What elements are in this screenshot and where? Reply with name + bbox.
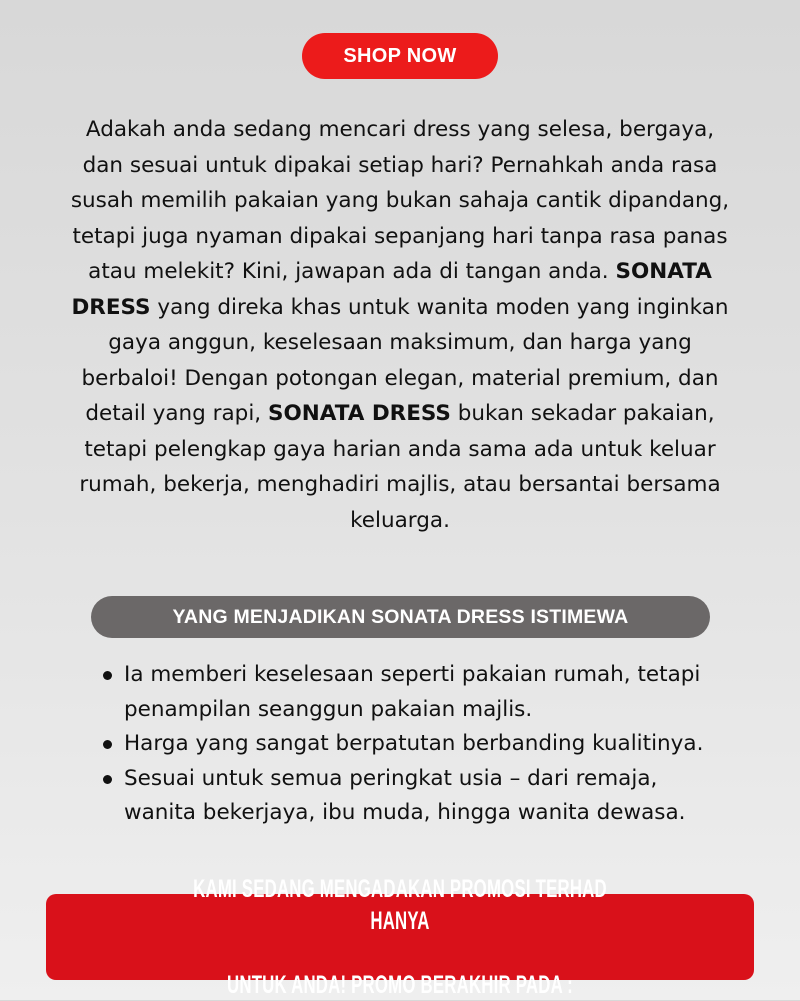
section-heading-text: YANG MENJADIKAN SONATA DRESS ISTIMEWA [172,605,629,628]
bullet-icon [103,671,112,680]
intro-paragraph [70,112,730,538]
intro-text-1: Adakah anda sedang mencari dress yang selesa, bergaya, dan sesuai untuk dipakai setiap hari? Pernahkah anda rasa susah memilih pakaian yang bukan sahaja cantik dipandang, tetapi juga nyaman dipakai sepanjang hari tanpa rasa panas atau melekit? Kini, jawapan ada di tangan anda. [70,117,730,284]
bullet-icon [103,740,112,749]
promo-line-1: KAMI SEDANG MENGADAKAN PROMOSI TERHAD HANYA [193,875,607,935]
brand-name-1: SONATA DRESS [71,259,712,320]
promo-text [143,873,658,1001]
features-list [100,658,730,831]
intro-text-3: bukan sekadar pakaian, tetapi pelengkap gaya harian anda sama ada untuk keluar rumah, bekerja, menghadiri majlis, atau bersantai bersama keluarga. [79,401,721,533]
feature-text: Sesuai untuk semua peringkat usia – dari remaja, wanita bekerjaya, ibu muda, hingga wanita dewasa. [124,765,686,825]
feature-item [100,658,730,727]
feature-item [100,762,730,831]
intro-text-2: yang direka khas untuk wanita moden yang inginkan gaya anggun, keselesaan maksimum, dan harga yang berbaloi! Dengan potongan elegan, material premium, dan detail yang rapi, [81,294,729,426]
promo-banner [46,875,754,999]
brand-name-2: SONATA DRESS [267,401,451,426]
section-heading-pill [91,596,710,638]
feature-text: Ia memberi keselesaan seperti pakaian rumah, tetapi penampilan seanggun pakaian majlis. [124,662,701,722]
promo-line-2: UNTUK ANDA! PROMO BERAKHIR PADA : [227,971,573,999]
feature-item [100,727,730,762]
feature-text: Harga yang sangat berpatutan berbanding kualitinya. [124,731,704,756]
bullet-icon [103,775,112,784]
shop-now-button[interactable]: SHOP NOW [302,33,498,79]
